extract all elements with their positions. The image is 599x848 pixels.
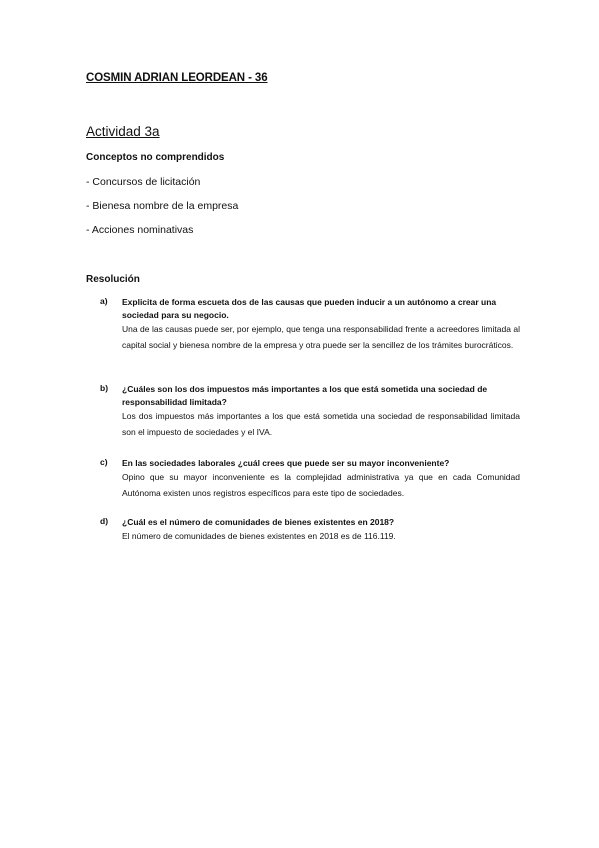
resolution-heading: Resolución [86, 274, 140, 285]
answer-text: El número de comunidades de bienes existentes en 2018 es de 116.119. [122, 531, 396, 541]
concept-item: - Bienesa nombre de la empresa [86, 200, 239, 212]
answer-text: Opino que su mayor inconveniente es la complejidad administrativa ya que en cada Comunidad Autónoma existen unos registros específicos para este tipo de sociedades. [122, 472, 520, 498]
author-heading: COSMIN ADRIAN LEORDEAN - 36 [86, 72, 268, 84]
item-letter: a) [100, 296, 108, 306]
activity-title: Actividad 3a [86, 124, 160, 139]
item-letter: c) [100, 457, 108, 467]
answer-text: Una de las causas puede ser, por ejemplo, que tenga una responsabilidad frente a acreedores limitada al capital social y bienesa nombre de la empresa y otra puede ser la sencillez de los trámites burocráticos. [122, 324, 520, 350]
item-letter: d) [100, 516, 109, 526]
question-text: ¿Cuál es el número de comunidades de bienes existentes en 2018? [122, 517, 395, 527]
question-text: En las sociedades laborales ¿cuál crees que puede ser su mayor inconveniente? [122, 458, 450, 468]
question-text: ¿Cuáles son los dos impuestos más importantes a los que está sometida una sociedad de responsabilidad limitada? [122, 384, 488, 407]
item-letter: b) [100, 383, 109, 393]
question-text: Explicita de forma escueta dos de las causas que pueden inducir a un autónomo a crear una sociedad para su negocio. [122, 297, 497, 320]
concepts-heading: Conceptos no comprendidos [86, 152, 225, 163]
answer-text: Los dos impuestos más importantes a los que está sometida una sociedad de responsabilidad limitada son el impuesto de sociedades y el IVA. [122, 411, 520, 437]
concept-item: - Concursos de licitación [86, 176, 201, 188]
concept-item: - Acciones nominativas [86, 224, 194, 236]
